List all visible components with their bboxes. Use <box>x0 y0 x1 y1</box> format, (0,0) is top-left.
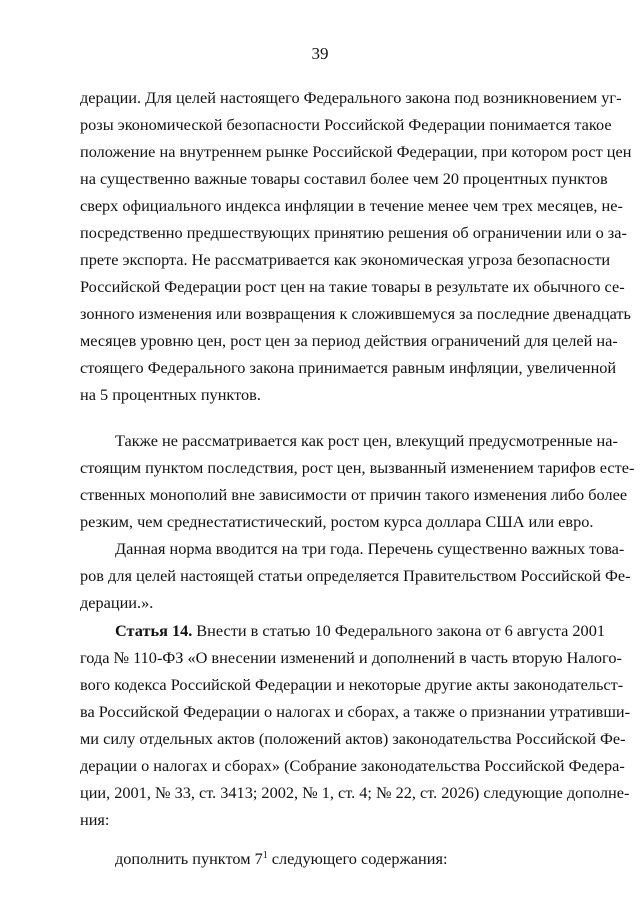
text-line <box>115 621 605 641</box>
text-after: следующего содержания: <box>267 849 448 868</box>
text-line: ми силу отдельных актов (положений актов) законодательства Российской Фе- <box>80 729 626 748</box>
text-line: месяцев уровню цен, рост цен за период действия ограничений для целей на- <box>80 331 618 350</box>
text-line: Также не рассматривается как рост цен, влекущий предусмотренные на- <box>115 431 618 450</box>
paragraph-5 <box>115 849 561 869</box>
text-line: на существенно важные товары составил более чем 20 процентных пунктов <box>80 169 608 188</box>
text-line: резким, чем среднестатистический, ростом курса доллара США или евро. <box>80 512 594 531</box>
text-before: дополнить пунктом 7 <box>115 849 263 868</box>
text-line: положение на внутреннем рынке Российской Федерации, при котором рост цен <box>80 142 632 161</box>
superscript: 1 <box>262 850 268 861</box>
text-line: ции, 2001, № 33, ст. 3413; 2002, № 1, ст. 4; № 22, ст. 2026) следующие дополне- <box>80 783 630 802</box>
page-number: 39 <box>311 44 329 63</box>
text-line: ва Российской Федерации о налогах и сборах, а также о признании утративши- <box>80 702 631 721</box>
text-line: стоящим пунктом последствия, рост цен, вызванный изменением тарифов есте- <box>80 458 635 477</box>
article-heading: Статья 14. <box>115 621 193 640</box>
text-line: дерации. Для целей настоящего Федерального закона под возникновением уг- <box>80 88 622 107</box>
text-line: сверх официального индекса инфляции в течение менее чем трех месяцев, не- <box>80 196 623 215</box>
text-line: вого кодекса Российской Федерации и некоторые другие акты законодательст- <box>80 675 624 694</box>
text-line: прете экспорта. Не рассматривается как экономическая угроза безопасности <box>80 250 611 269</box>
text-line: Данная норма вводится на три года. Перечень существенно важных това- <box>115 539 625 558</box>
text-line: Российской Федерации рост цен на такие товары в результате их обычного се- <box>80 277 625 296</box>
text-line: года № 110-ФЗ «О внесении изменений и дополнений в часть вторую Налого- <box>80 648 622 667</box>
text-line: ственных монополий вне зависимости от причин такого изменения либо более <box>80 485 628 504</box>
text-line: стоящего Федерального закона принимается равным инфляции, увеличенной <box>80 358 617 377</box>
article-text: Внести в статью 10 Федерального закона от 6 августа 2001 <box>196 621 605 640</box>
text-line: дерации.». <box>80 593 154 612</box>
text-line: розы экономической безопасности Российской Федерации понимается такое <box>80 115 612 134</box>
text-line: ров для целей настоящей статьи определяется Правительством Российской Фе- <box>80 566 631 585</box>
text-line: посредственно предшествующих принятию решения об ограничении или о за- <box>80 223 627 242</box>
text-line: дерации о налогах и сборах» (Собрание законодательства Российской Федера- <box>80 756 625 775</box>
text-line: на 5 процентных пунктов. <box>80 385 261 404</box>
text-line: ния: <box>80 810 110 829</box>
text-line: зонного изменения или возвращения к сложившемуся за последние двенадцать <box>80 304 631 323</box>
